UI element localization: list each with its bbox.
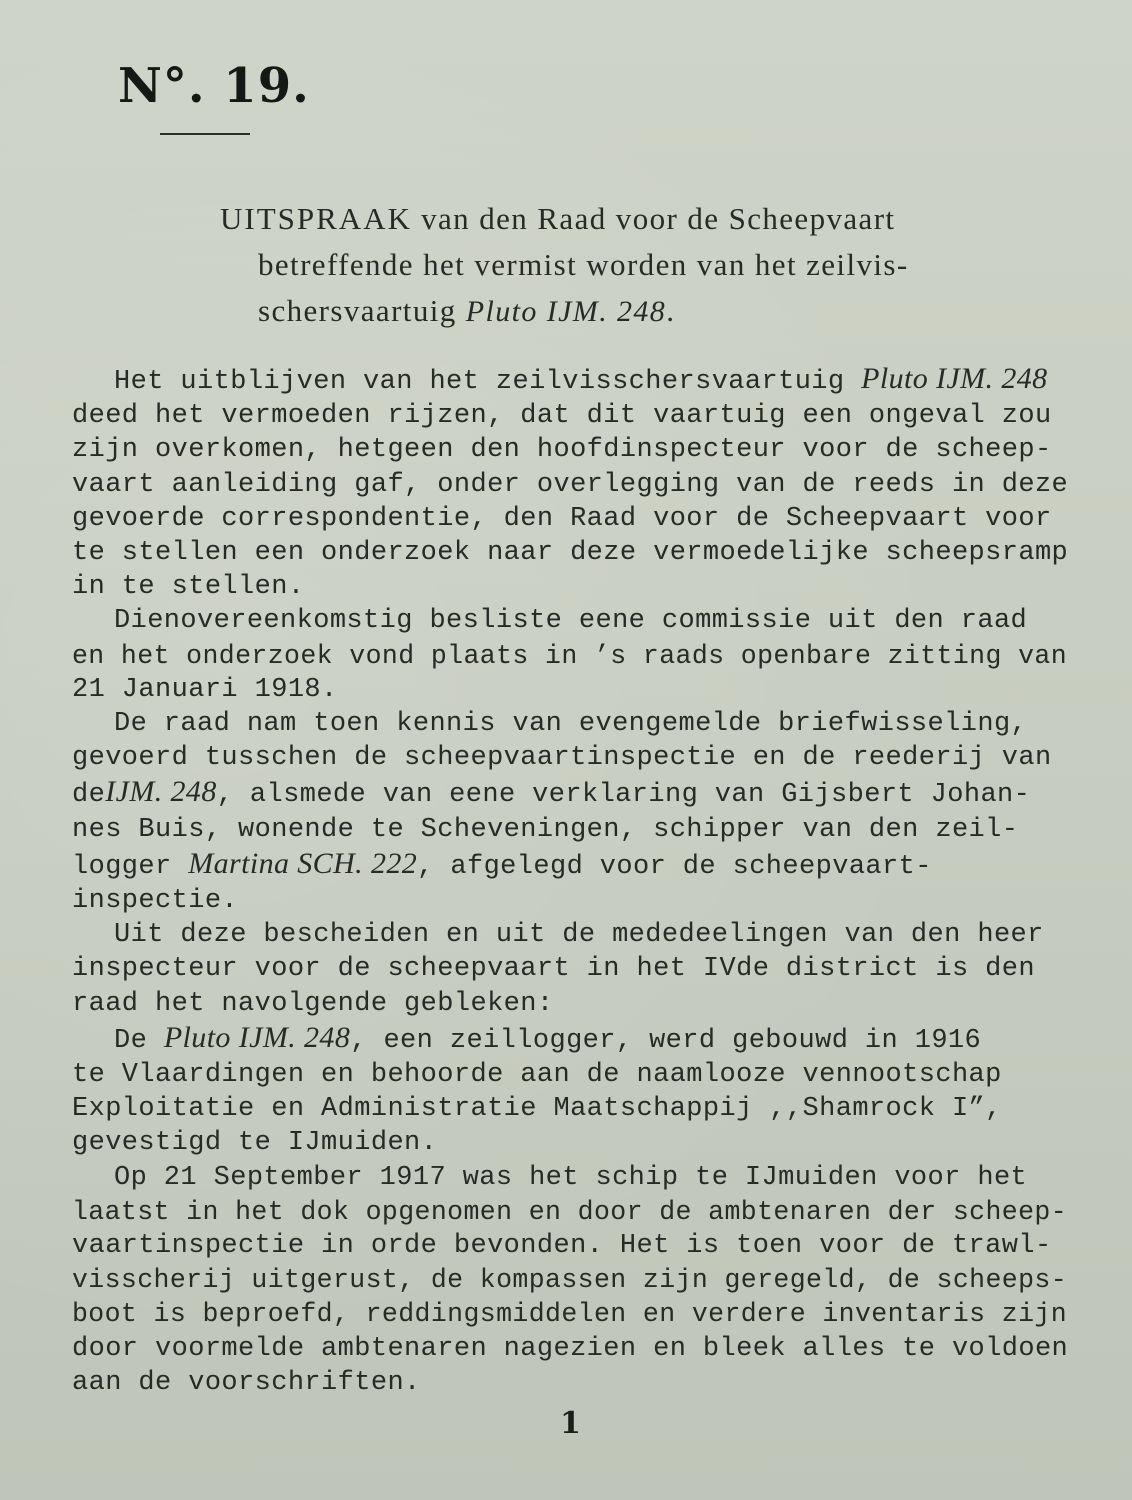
body-line — [72, 775, 1072, 812]
body-line — [72, 362, 1072, 399]
text-fragment: de — [72, 780, 106, 811]
ship-name: Pluto IJM. 248 — [861, 362, 1048, 395]
heading-line-3-post: . — [666, 293, 676, 328]
body-line: inspecteur voor de scheepvaart in het IVde district is den — [72, 954, 1035, 985]
heading-line-3 — [220, 288, 1080, 335]
heading-line-1 — [220, 196, 1080, 242]
body-line: raad het navolgende gebleken: — [72, 988, 554, 1019]
text-fragment: , een zeillogger, werd gebouwd in 1916 — [350, 1025, 982, 1056]
body-line: boot is beproefd, reddingsmiddelen en verdere inventaris zijn — [72, 1299, 1068, 1330]
text-fragment: , alsmede van eene verklaring van Gijsbert Johan- — [216, 780, 1031, 811]
body-line: 21 Januari 1918. — [72, 674, 338, 705]
body-line — [72, 1021, 1072, 1058]
body-line: vaart aanleiding gaf, onder overlegging van de reeds in deze — [72, 469, 1069, 500]
body-line: gevestigd te IJmuiden. — [72, 1128, 438, 1159]
heading-line-3-pre: schersvaartuig — [258, 293, 457, 328]
ruling-heading — [220, 196, 1080, 335]
ship-name: Martina SCH. 222 — [188, 846, 418, 880]
ship-name: IJM. 248 — [105, 775, 217, 809]
body-line: inspectie. — [72, 886, 239, 917]
ship-name: Pluto IJM. 248 — [163, 1020, 351, 1054]
body-line: Exploitatie en Administratie Maatschappij ,,Shamrock I”, — [72, 1094, 1002, 1125]
body-line: laatst in het dok opgenomen en door de ambtenaren der scheep- — [72, 1196, 1068, 1227]
body-line: visscherij uitgerust, de kompassen zijn geregeld, de scheeps- — [72, 1265, 1068, 1296]
body-line: Dienovereenkomstig besliste eene commissie uit den raad — [114, 606, 1028, 637]
body-line: zijn overkomen, hetgeen den hoofdinspecteur voor de scheep- — [72, 435, 1052, 466]
body-line: gevoerde correspondentie, den Raad voor de Scheepvaart voor — [72, 503, 1052, 534]
text-fragment: logger — [72, 851, 172, 882]
body-line: Uit deze bescheiden en uit de mededeelingen van den heer — [114, 920, 1044, 951]
body-line: en het onderzoek vond plaats in ’s raads openbare zitting van — [72, 640, 1068, 671]
folio-number: 1 — [560, 1406, 581, 1441]
body-line: in te stellen. — [72, 572, 305, 603]
body-line: gevoerd tusschen de scheepvaartinspectie en de reederij van — [72, 743, 1052, 774]
text-fragment: Het uitblijven van het zeilvisschersvaartuig — [114, 367, 845, 397]
heading-line-2: betreffende het vermist worden van het zeilvis- — [258, 247, 909, 282]
body-line: te Vlaardingen en behoorde aan de naamlooze vennootschap — [72, 1060, 1002, 1091]
body-line: Op 21 September 1917 was het schip te IJmuiden voor het — [114, 1162, 1028, 1193]
body-line: nes Buis, wonende te Scheveningen, schipper van den zeil- — [72, 814, 1019, 845]
ruling-body — [72, 362, 1072, 1400]
ship-name: Pluto IJM. 248 — [465, 295, 667, 328]
body-line: door voormelde ambtenaren nagezien en bleek alles te voldoen — [72, 1333, 1069, 1364]
text-fragment: , afgelegd voor de scheepvaart- — [417, 851, 932, 882]
heading-line-1-rest: van den Raad voor de Scheepvaart — [421, 201, 896, 236]
body-line: te stellen een onderzoek naar deze vermoedelijke scheepsramp — [72, 538, 1069, 569]
body-line: vaartinspectie in orde bevonden. Het is toen voor de trawl- — [72, 1231, 1052, 1262]
body-line — [72, 847, 1072, 884]
title-rule — [160, 133, 250, 135]
heading-caps: UITSPRAAK — [220, 201, 412, 236]
body-line: De raad nam toen kennis van evengemelde briefwisseling, — [114, 709, 1028, 740]
body-line: deed het vermoeden rijzen, dat dit vaartuig een ongeval zou — [72, 401, 1052, 432]
document-number: N°. 19. — [118, 58, 310, 114]
body-line: aan de voorschriften. — [72, 1367, 421, 1398]
text-fragment: De — [114, 1025, 148, 1056]
